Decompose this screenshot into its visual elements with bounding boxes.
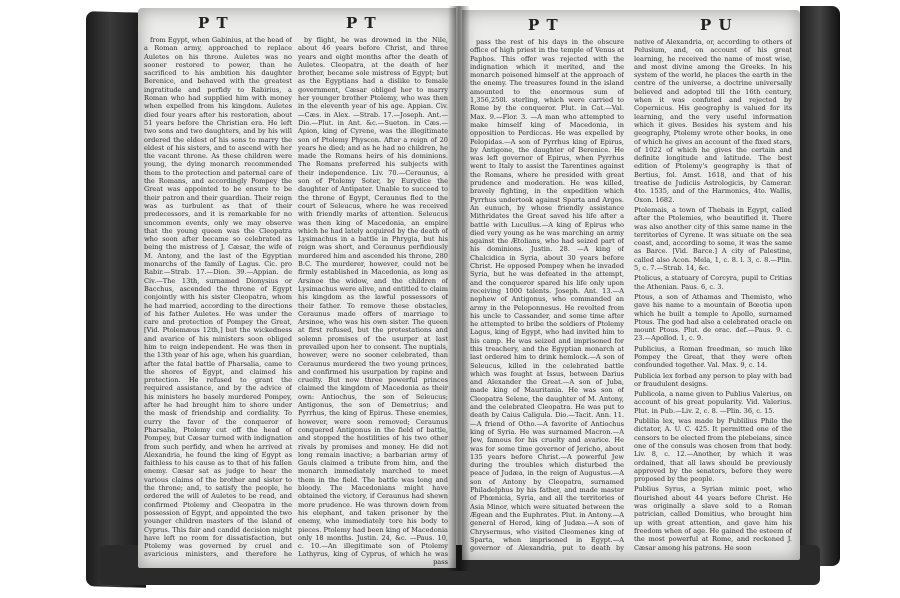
book-cover-right (800, 6, 840, 566)
text-block: by flight, he was drowned in the Nile, about 46 years before Christ, and three years and eight months after the death of Auletes. Cleopatra, at the death of her brother, became sole mistress of Egypt; but as the Egyptians had a dislike to female government, Cæsar obliged her to marry her younger brother Ptolemy, who was then in the eleventh year of his age. Appian. Civ.—Cæs. in Alex. —Strab. 17.—Joseph. Ant.—Dio.—Plut. in Ant. &c.—Sueton. in Cæs.—Apion, king of Cyrene, was the illegitimate son of Ptolemy Physcon. After a reign of 20 years he died; and as he had no children, he made the Romans heirs of his dominions. The Romans preferred his subjects with their independence. Liv. 70.—Ceraunus, a son of Ptolemy Soter, by Eurydice the daughter of Antipater. Unable to succeed to the throne of Egypt, Ceraunus fled to the court of Seleucus, where he was received with friendly marks of attention. Seleucus was then king of Macedonia, an empire which he had lately acquired by the death of Lysimachus in a battle in Phrygia, but his reign was short, and Ceraunus perfidiously murdered him and ascended his throne, 280 B.C. The murderer, however, could not be firmly established in Macedonia, as long as Arsinoe the widow, and the children of Lysimachus were alive, and entitled to claim his kingdom as the lawful possessors of their father. To remove these obstacles, Ceraunus made offers of marriage to Arsinoe, who was his own sister. The queen at first refused, but the protestations and solemn promises of the usurper at last prevailed upon her to consent. The nuptials, however, were no sooner celebrated, than Ceraunus murdered the two young princes, and confirmed his usurpation by rapine and cruelty. But now three powerful princes claimed the kingdom of Macedonia as their own: Antiochus, the son of Seleucus; Antigonus, the son of Demetrius; and Pyrrhus, the king of Epirus. These enemies, however, were soon removed; Ceraunus conquered Antigonus in the field of battle, and stopped the hostilities of his two other rivals by promises and money. He did not long remain inactive; a barbarian army of Gauls claimed a tribute from him, and the monarch immediately marched to meet them in the field. The battle was long and bloody. The Macedonians might have obtained the victory, if Ceraunus had shewn more prudence. He was thrown down from his elephant, and taken prisoner by the enemy, who immediately tore his body to pieces. Ptolemy had been king of Macedonia only 18 months. Justin. 24, &c. —Paus. 10, c. 10.—An illegitimate son of Ptolemy Lathyrus, king of Cyprus, of which he was (298, 36, 448, 559)
entry-block: Publicola, a name given to Publius Valerius, on account of his great popularity. Vid. Valerius. Plut. in Pub.—Liv. 2, c. 8. —Plin. 36, c. 15. (634, 390, 792, 415)
entry-block: Ptous, a son of Athamas and Themisto, who gave his name to a mountain of Bœotia upon which he built a temple to Apollo, surnamed Ptous. The god had also a celebrated oracle on mount Ptous. Plut. de orac. def.—Paus. 9. c. 23.—Apollod. 1, c. 9. (634, 292, 792, 343)
right-page-column-b (634, 38, 792, 552)
entry-block: Publicia lex forbad any person to play with bad or fraudulent designs. (634, 371, 792, 388)
left-page-header-right: P T (346, 14, 377, 32)
text-block: from Egypt, when Gabinius, at the head of a Roman army, approached to replace Auletes on his throne. Auletes was no sooner restored to power, than he sacrificed to his ambition his daughter Berenice, and behaved with the greatest ingratitude and perfidy to Rabirius, a Roman who had supplied him with money when expelled from his kingdom. Auletes died four years after his restoration, about 51 years before the Christian era. He left two sons and two daughters, and by his will ordered the eldest of his sons to marry the eldest of his sisters, and to ascend with her the vacant throne. As these children were young, the dying monarch recommended them to the protection and paternal care of the Romans, and accordingly Pompey the Great was appointed to be ensure to be their patron and their guardian. Their reign was as turbulent as that of their predecessors, and it is remarkable for no uncommon events, only we may observe that the young queen was the Cleopatra who soon after became so celebrated as being the mistress of J. Cæsar, the wife of M. Antony, and the last of the Egyptian monarchs of the family of Lagus. Cic. pro Rabir.—Strab. 17.—Dion. 39.—Appian. de Civ.—The 13th, surnamed Dionysius or Bacchus, ascended the throne of Egypt conjointly with his sister Cleopatra, whom he had married, according to the directions of his father Auletes. He was under the care and protection of Pompey the Great, [Vid. Ptolemæus 12th,] but the wickedness and avarice of his ministers soon obliged him to reign independent. He was then in the 13th year of his age, when his guardian, after the fatal battle of Pharsalia, came to the shores of Egypt, and claimed his protection. He refused to grant the required assistance, and by the advice of his ministers he basely murdered Pompey, after he had brought him to shore under the mask of friendship and cordiality. To curry the favor of the conqueror of Pharsalia, Ptolemy cut off the head of Pompey, but Cæsar turned with indignation from such perfidy, and when he arrived at Alexandria, he found the king of Egypt as faithless to his cause as to that of his fallen enemy. Cæsar sat as judge to hear the various claims of the brother and sister to the throne; and, to satisfy the people, he ordered the will of Auletes to be read, and confirmed Ptolemy and Cleopatra in the possession of Egypt, and appointed the two younger children masters of the island of Cyprus. This fair and candid decision might have left no room for dissatisfaction, but Ptolemy was governed by cruel and avaricious ministers, and therefore he (144, 36, 292, 559)
left-page (138, 8, 456, 568)
entry-block: Publius Syrus, a Syrian mimic poet, who flourished about 44 years before Christ. He was originally a slave sold to a Roman patrician, called Domitius, who brought him up with great attention, and gave him his freedom when of age. He gained the esteem of the most powerful at Rome, and reckoned J. Cæsar among his patrons. He soon (634, 485, 792, 552)
book-gutter (448, 6, 470, 571)
text-block: pass the rest of his days in the obscure office of high priest in the temple of Venus at Paphos. This offer was rejected with the indignation which it merited, and the monarch poisoned himself at the approach of the enemy. The treasures found in the island amounted to the enormous sum of 1,356,250l. sterling, which were carried to Rome by the conqueror. Plut. in Cat.—Val. Max. 9.—Flor. 3. —A man who attempted to make himself king of Macedonia, in opposition to Perdiccas. He was expelled by Pelopidas.—A son of Pyrrhus king of Epirus, by Antigone, the daughter of Berenice. He was left governor of Epirus, when Pyrrhus went to Italy to assist the Tarentines against the Romans, where he presided with great prudence and moderation. He was killed, bravely fighting, in the expedition which Pyrrhus undertook against Sparta and Argos. An eunuch, by whose friendly assistance Mithridates the Great saved his life after a battle with Lucullus.—A king of Epirus who died very young as he was marching an army against the Ætolians, who had seized part of his dominions. Justin. 28. —A king of Chalcidica in Syria, about 30 years before Christ. He opposed Pompey when he invaded Syria, but he was defeated in the attempt, and the conqueror spared his life only upon receiving 1000 talents. Joseph. Ant. 13.—A nephew of Antigonus, who commanded an army in the Peloponnesus. He revolted from his uncle to Cassander, and some time after he attempted to bribe the soldiers of Ptolemy Lagus, king of Egypt, who had invited him to his camp. He was seized and imprisoned for this treachery, and the Egyptian monarch at last ordered him to drink hemlock.—A son of Seleucus, killed in the celebrated battle which was fought at Issus, between Darius and Alexander the Great.—A son of Juba, made king of Mauritania. He was son of Cleopatra Selene, the daughter of M. Antony, and the celebrated Cleopatra. He was put to death by Caius Caligula. Dio.—Tacit. Ann. 11. —A friend of Otho.—A favorite of Antiochus king of Syria. He was surnamed Macron.—A Jew, famous for his cruelty and avarice. He was for some time governor of Jericho, about 135 years before Christ.—A powerful Jew during the troubles which disturbed the peace of Judæa, in the reign of Augustus.—A son of Antony by Cleopatra, surnamed Philadelphus by his father, and made master of Phœnicia, Syria, and all the territories of Asia Minor, which were situated between the Ægean and the Euphrates. Plut. in Antony.—A general of Herod, king of Judæa.—A son of Chrysermus, who visited Cleomenes king of Sparta, when imprisoned in Egypt.—A governor of Alexandria, put to death by (470, 38, 624, 552)
entry-block: Ptolicus, a statuary of Corcyra, pupil to Critias the Athenian. Paus. 6, c. 3. (634, 274, 792, 291)
left-page-column-a (144, 36, 292, 560)
entry-block: Publilia lex, was made by Publilius Philo the dictator, A. U. C. 425. It permitted one of the censors to be elected from the plebeians, since one of the consuls was chosen from that body. Liv. 8, c. 12.—Another, by which it was ordained, that all laws should be previously approved by the senators, before they were proposed by the people. (634, 417, 792, 484)
right-page-header-left: P T (528, 16, 559, 34)
right-page-header-right: P U (700, 16, 733, 34)
entry-block: Ptolemais, a town of Thebais in Egypt, called after the Ptolemies, who beautified it. There was also another city of this same name in the territories of Cyrene. It was situate on the sea coast, and, according to some, it was the same as Barce. [Vid. Barce.] A city of Palestine, called also Acon. Mela, 1, c. 8. l. 3, c. 8.—Plin. 5, c. 7.—Strab. 14, &c. (634, 205, 792, 273)
right-page (462, 10, 800, 560)
catchword: pass (433, 558, 448, 566)
book-cover-left (86, 11, 146, 588)
entry-block: Publicius, a Roman freedman, so much like Pompey the Great, that they were often confounded together. Val. Max. 9, c. 14. (634, 344, 792, 370)
left-page-column-b (298, 36, 448, 560)
right-page-column-a (470, 38, 624, 552)
left-page-header-left: P T (198, 14, 229, 32)
entry-block: native of Alexandria, or, according to others of Pelusium, and, on account of his great learning, he received the name of most wise, and most divine among the Greeks. In his system of the world, he places the earth in the centre of the universe, a doctrine universally believed and adopted till the 16th century, when it was confuted and rejected by Copernicus. His geography is valued for its learning, and the very useful information which it gives. Besides his system and his geography, Ptolemy wrote other books, in one of which he gives an account of the fixed stars, of 1022 of which he gives the certain and definite longitude and latitude. The best edition of Ptolemy's geography is that of Bertius, fol. Amst. 1618, and that of his treatise de Judiciis Astrologicis, by Camerar. 4to. 1535, and of the Harmonics, 4to. Wallis, Oxon. 1682. (634, 38, 792, 204)
